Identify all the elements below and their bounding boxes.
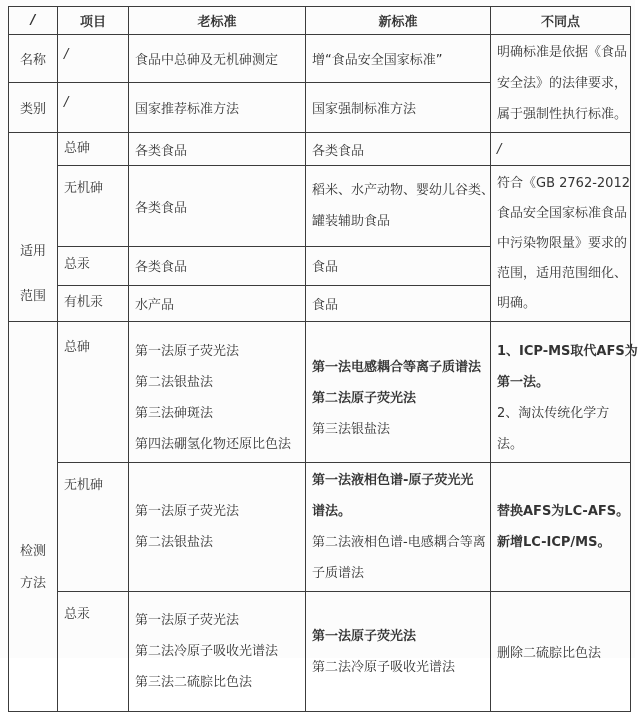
row-scope-total-arsenic xyxy=(9,133,631,166)
text-line: 第二法冷原子吸收光谱法 xyxy=(312,659,456,675)
text-line: 第二法液相色谱-电感耦合等离 xyxy=(312,535,486,550)
cell-method-inorganic-arsenic-new xyxy=(306,463,491,592)
cell-category-old: 国家推荐标准方法 xyxy=(129,83,306,133)
cell-method-total-mercury-old xyxy=(129,592,306,712)
text-line: 中污染物限量》要求的 xyxy=(497,235,628,251)
cell-name-new: 增“食品安全国家标准” xyxy=(306,35,491,83)
text-line: 第二法原子荧光法 xyxy=(312,390,417,406)
header-slash: / xyxy=(9,7,58,35)
row-scope-inorganic-arsenic xyxy=(9,166,631,247)
text-line: 第一法。 xyxy=(497,375,550,390)
header-item: 项目 xyxy=(58,7,129,35)
cell-method-label xyxy=(9,322,58,712)
text-line: 方法 xyxy=(19,576,46,591)
cell-category-item: / xyxy=(58,83,129,133)
cell-scope-organic-mercury-new: 食品 xyxy=(306,285,491,321)
cell-category-new: 国家强制标准方法 xyxy=(306,83,491,133)
cell-method-total-mercury-diff: 删除二硫腙比色法 xyxy=(491,592,631,712)
text-line: 第三法二硫腙比色法 xyxy=(135,675,253,690)
cell-scope-inorganic-arsenic-item: 无机砷 xyxy=(58,166,129,247)
text-line: 明确。 xyxy=(497,295,537,311)
text-line: 替换AFS为LC-AFS。 xyxy=(497,504,630,519)
text-line: 第二法银盐法 xyxy=(135,535,214,550)
text-line: 第一法原子荧光法 xyxy=(135,613,240,628)
text-line: 第三法银盐法 xyxy=(312,421,391,437)
header-old-standard: 老标准 xyxy=(129,7,306,35)
header-new-standard: 新标准 xyxy=(306,7,491,35)
row-method-total-mercury xyxy=(9,592,631,712)
cell-name-item: / xyxy=(58,35,129,83)
text-line: 第一法原子荧光法 xyxy=(135,504,240,519)
cell-scope-inorganic-arsenic-old: 各类食品 xyxy=(129,166,306,247)
cell-scope-total-arsenic-new: 各类食品 xyxy=(306,133,491,166)
text-line: 第一法原子荧光法 xyxy=(135,344,240,359)
text-line: 适用 xyxy=(19,244,46,259)
header-difference: 不同点 xyxy=(491,7,631,35)
text-line: 范围，适用范围细化、 xyxy=(497,265,628,281)
cell-category-label: 类别 xyxy=(9,83,58,133)
cell-method-total-arsenic-item: 总砷 xyxy=(58,322,129,463)
cell-scope-total-mercury-item: 总汞 xyxy=(58,247,129,285)
cell-name-category-diff xyxy=(491,35,631,133)
cell-method-total-arsenic-new xyxy=(306,322,491,463)
cell-scope-diff xyxy=(491,166,631,322)
cell-scope-organic-mercury-item: 有机汞 xyxy=(58,285,129,321)
text-line: 第一法原子荧光法 xyxy=(312,628,417,644)
text-line: 第一法电感耦合等离子质谱法 xyxy=(312,359,482,375)
cell-method-total-mercury-item: 总汞 xyxy=(58,592,129,712)
cell-method-total-mercury-new xyxy=(306,592,491,712)
text-line: 食品安全国家标准食品 xyxy=(497,205,628,221)
text-line: 子质谱法 xyxy=(312,566,365,581)
text-line: 谱法。 xyxy=(312,504,352,519)
text-line: 罐装辅助食品 xyxy=(312,214,391,230)
text-line: 安全法》的法律要求， xyxy=(497,76,628,91)
text-line: 1、ICP-MS取代AFS为 xyxy=(497,344,638,359)
text-line: 符合《GB 2762-2012 xyxy=(497,175,630,191)
text-line: 法。 xyxy=(497,437,524,452)
cell-scope-total-mercury-new: 食品 xyxy=(306,247,491,285)
cell-scope-total-arsenic-diff: / xyxy=(491,133,631,166)
standard-comparison-table xyxy=(8,6,638,712)
text-line: 稻米、水产动物、婴幼儿谷类、 xyxy=(312,183,495,199)
text-line: 明确标准是依据《食品 xyxy=(497,45,628,60)
text-line: 新增LC-ICP/MS。 xyxy=(497,535,611,550)
cell-method-total-arsenic-diff xyxy=(491,322,638,463)
row-name xyxy=(9,35,631,83)
text-line: 属于强制性执行标准。 xyxy=(497,107,628,122)
cell-method-inorganic-arsenic-item: 无机砷 xyxy=(58,463,129,592)
text-line: 2、淘汰传统化学方 xyxy=(497,406,610,421)
row-method-total-arsenic xyxy=(9,322,631,463)
cell-scope-organic-mercury-old: 水产品 xyxy=(129,285,306,321)
cell-scope-total-arsenic-old: 各类食品 xyxy=(129,133,306,166)
text-line: 第二法银盐法 xyxy=(135,375,214,390)
cell-scope-total-arsenic-item: 总砷 xyxy=(58,133,129,166)
text-line: 第二法冷原子吸收光谱法 xyxy=(135,644,279,659)
row-method-inorganic-arsenic xyxy=(9,463,631,592)
text-line: 第四法硼氢化物还原比色法 xyxy=(135,437,292,452)
text-line: 检测 xyxy=(19,544,46,559)
text-line: 第三法砷斑法 xyxy=(135,406,214,421)
header-row xyxy=(9,7,631,35)
cell-method-inorganic-arsenic-diff xyxy=(491,463,631,592)
cell-name-label: 名称 xyxy=(9,35,58,83)
cell-scope-total-mercury-old: 各类食品 xyxy=(129,247,306,285)
text-line: 范围 xyxy=(19,289,46,304)
cell-method-total-arsenic-old xyxy=(129,322,306,463)
cell-scope-inorganic-arsenic-new xyxy=(306,166,495,247)
cell-name-old: 食品中总砷及无机砷测定 xyxy=(129,35,306,83)
cell-method-inorganic-arsenic-old xyxy=(129,463,306,592)
cell-scope-label xyxy=(9,133,58,322)
text-line: 第一法液相色谱-原子荧光光 xyxy=(312,473,474,488)
